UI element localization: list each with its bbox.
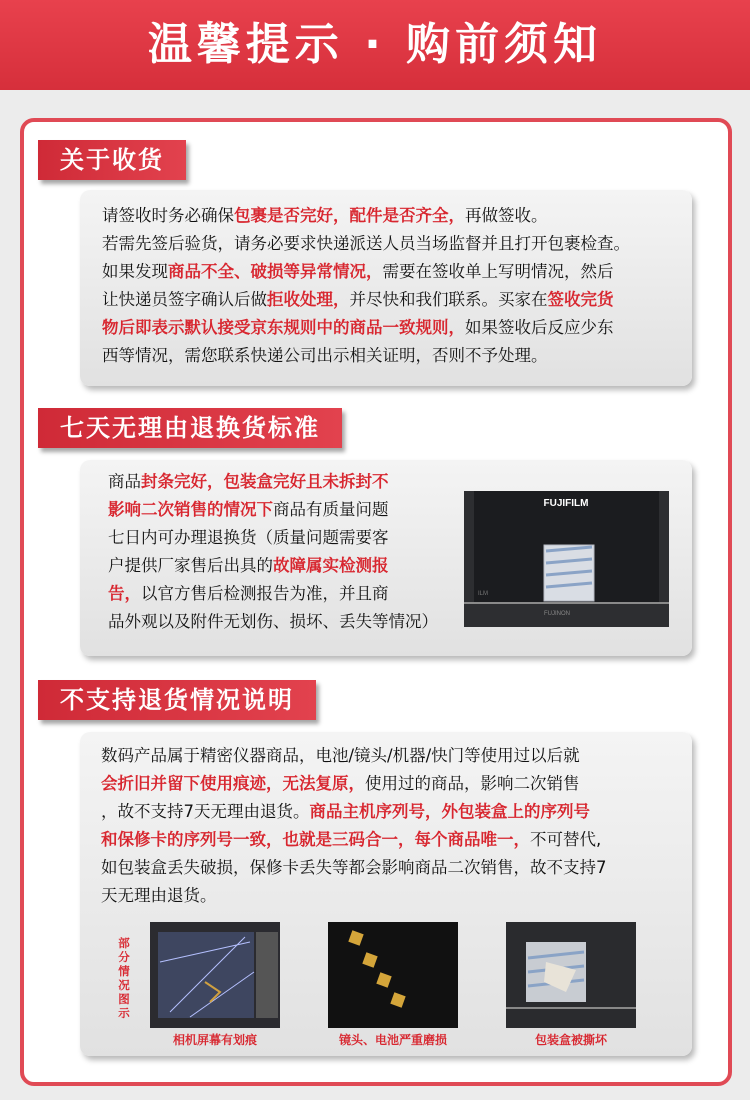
body-text: 商品 (108, 472, 141, 491)
highlight-text: 商品主机序列号，外包装盒上的序列号 (309, 802, 590, 821)
highlight-text: 签收完货 (547, 290, 614, 309)
body-text: 七日内可办理退换货（质量问题需要客 (108, 528, 389, 547)
body-text: 商品有质量问题 (273, 500, 389, 519)
example-caption-screen: 相机屏幕有划痕 (172, 1033, 257, 1047)
body-text: 以官方售后检测报告为准，并且商 (141, 584, 389, 603)
body-text: 让快递员签字确认后做 (102, 290, 267, 309)
body-text: 品外观以及附件无划伤、损坏、丢失等情况） (108, 612, 438, 631)
body-text: 使用过的商品，影响二次销售 (365, 774, 580, 793)
page-header (0, 0, 750, 90)
lens-label: FUJINON (544, 611, 570, 617)
highlight-text: 影响二次销售的情况下 (108, 500, 273, 519)
text-line (102, 230, 630, 258)
body-text: 户提供厂家售后出具的 (108, 556, 273, 575)
text-line (102, 202, 630, 230)
text-line (108, 524, 438, 552)
example-caption-box: 包装盒被撕坏 (534, 1033, 607, 1047)
body-text: 并尽快和我们联系。买家在 (349, 290, 548, 309)
body-text: 天无理由退货。 (101, 886, 217, 905)
body-text: 若需先签后验货，请务必要求快递派送人员当场监督并且打开包裹检查。 (102, 234, 630, 253)
receiving-text (102, 202, 630, 370)
return-standard-text (108, 468, 438, 636)
body-text: 数码产品属于精密仪器商品，电池/镜头/机器/快门等使用过以后就 (101, 746, 580, 765)
text-line (101, 798, 607, 826)
example-photo-screen (150, 922, 280, 1028)
highlight-text: 拒收处理， (267, 290, 350, 309)
page-title: 温馨提示 · 购前须知 (147, 19, 603, 70)
body-text: 请签收时务必确保 (102, 206, 234, 225)
example-label: 部分情况图示 (118, 936, 130, 1020)
worn-battery-icon (328, 922, 458, 1028)
no-return-text (101, 742, 607, 910)
sealed-box-photo (464, 491, 669, 627)
text-line (101, 826, 607, 854)
highlight-text: 商品不全、破损等异常情况， (168, 262, 383, 281)
text-line (101, 770, 607, 798)
highlight-text: 物后即表示默认接受京东规则中的商品一致规则， (102, 318, 465, 337)
text-line (108, 496, 438, 524)
body-text: 再做签收。 (465, 206, 548, 225)
body-text: 如包装盒丢失破损，保修卡丢失等都会影响商品二次销售，故不支持7 (101, 858, 607, 877)
section-tag-return-standard: 七天无理由退换货标准 (38, 408, 342, 448)
side-label: ILM (478, 591, 489, 597)
text-line (102, 314, 630, 342)
body-text: 需要在签收单上写明情况，然后 (382, 262, 614, 281)
highlight-text: 和保修卡的序列号一致，也就是三码合一，每个商品唯一， (101, 830, 530, 849)
highlight-text: 故障属实检测报 (273, 556, 389, 575)
text-line (108, 580, 438, 608)
text-line (101, 742, 607, 770)
text-line (102, 342, 630, 370)
example-caption-battery: 镜头、电池严重磨损 (338, 1033, 447, 1047)
body-text: 不可替代, (530, 830, 602, 849)
example-photo-battery (328, 922, 458, 1028)
torn-box-icon (506, 922, 636, 1028)
example-photo-box (506, 922, 636, 1028)
text-line (108, 608, 438, 636)
body-text: 如果发现 (102, 262, 168, 281)
scratched-screen-icon (150, 922, 280, 1028)
text-line (108, 552, 438, 580)
text-line (102, 286, 630, 314)
brand-label: FUJIFILM (543, 498, 589, 509)
text-line (101, 882, 607, 910)
highlight-text: 包裹是否完好，配件是否齐全， (234, 206, 465, 225)
body-text: 西等情况，需您联系快递公司出示相关证明，否则不予处理。 (102, 346, 548, 365)
body-text: 如果签收后反应少东 (465, 318, 614, 337)
text-line (101, 854, 607, 882)
text-line (102, 258, 630, 286)
highlight-text: 封条完好，包装盒完好且未拆封不 (141, 472, 389, 491)
section-tag-receiving: 关于收货 (38, 140, 186, 180)
text-line (108, 468, 438, 496)
body-text: ，故不支持7天无理由退货。 (101, 802, 310, 821)
highlight-text: 会折旧并留下使用痕迹，无法复原， (101, 774, 365, 793)
sealed-box-icon (464, 491, 669, 627)
highlight-text: 告， (108, 584, 141, 603)
section-tag-no-return: 不支持退货情况说明 (38, 680, 316, 720)
